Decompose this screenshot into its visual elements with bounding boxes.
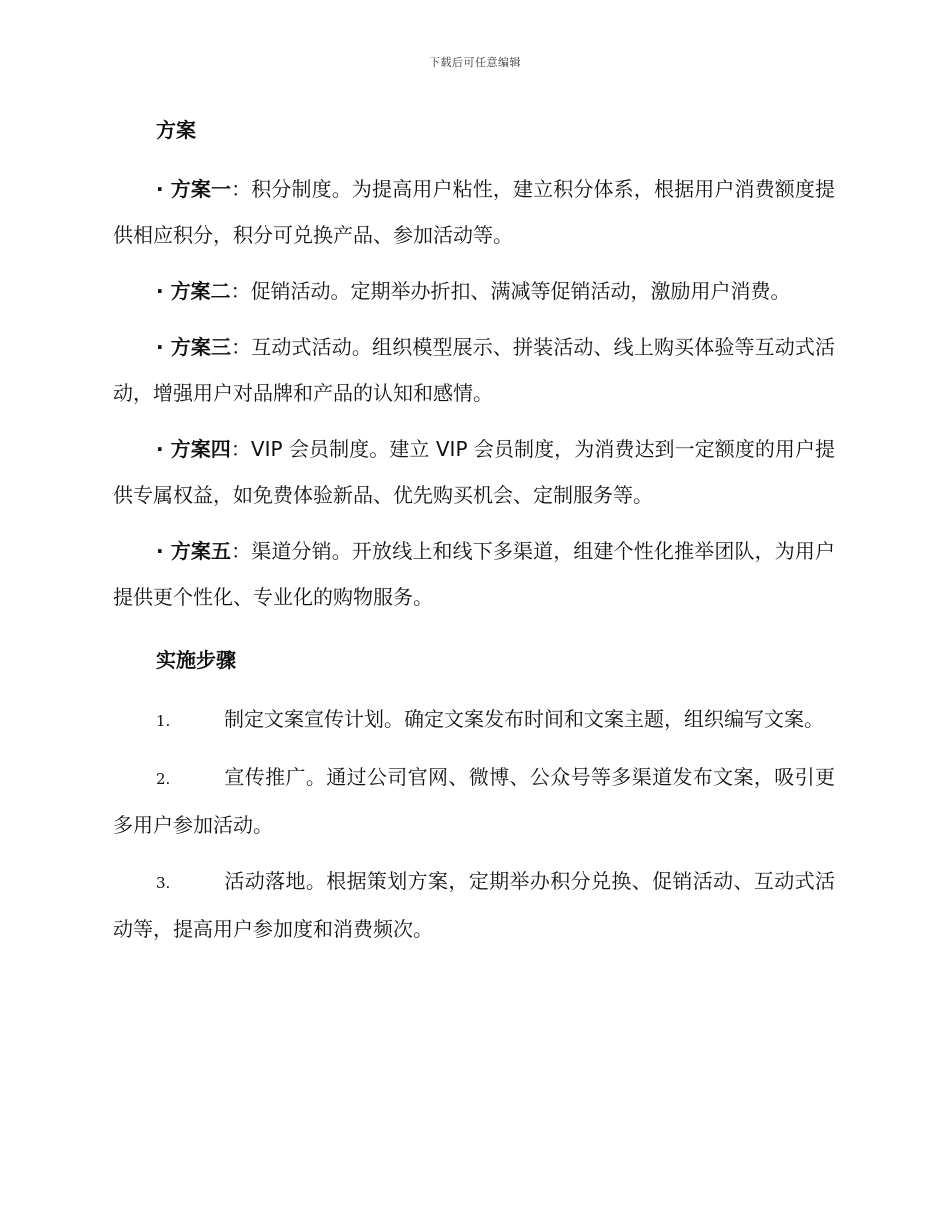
plan-sep: ： xyxy=(230,437,251,461)
section-heading-steps: 实施步骤 xyxy=(156,648,236,672)
plan-lead: 方案三 xyxy=(170,335,232,359)
plan-text: 积分制度。为提高用户粘性，建立积分体系，根据用户消费额度提供相应积分，积分可兑换产品、参加活动等。 xyxy=(113,177,836,247)
plan-text: VIP 会员制度。建立 VIP 会员制度，为消费达到一定额度的用户提供专属权益，如免费体验新品、优先购买机会、定制服务等。 xyxy=(113,437,836,507)
plan-text: 互动式活动。组织模型展示、拼装活动、线上购买体验等互动式活动，增强用户对品牌和产品的认知和感情。 xyxy=(113,335,836,405)
step-number: 3. xyxy=(156,874,171,892)
plan-sep: ： xyxy=(231,177,252,201)
step-text: 宣传推广。通过公司官网、微博、公众号等多渠道发布文案，吸引更多用户参加活动。 xyxy=(113,765,835,837)
step-item xyxy=(113,696,835,744)
plan-item xyxy=(113,166,835,258)
plan-item xyxy=(113,324,835,416)
plan-sep: ： xyxy=(230,279,251,303)
plan-text: 渠道分销。开放线上和线下多渠道，组建个性化推举团队，为用户提供更个性化、专业化的购物服务。 xyxy=(113,539,836,609)
header-note: 下载后可任意编辑 xyxy=(429,56,521,69)
plan-item xyxy=(113,528,835,620)
step-text: 制定文案宣传计划。确定文案发布时间和文案主题，组织编写文案。 xyxy=(224,707,824,731)
plan-bullet: · xyxy=(156,177,171,201)
plan-bullet: · xyxy=(156,437,171,461)
plan-text: 促销活动。定期举办折扣、满减等促销活动，激励用户消费。 xyxy=(250,279,791,303)
plan-sep: ： xyxy=(231,335,252,359)
plan-item xyxy=(113,426,835,518)
plan-lead: 方案一 xyxy=(170,177,232,201)
plan-lead: 方案二 xyxy=(170,279,231,303)
plan-bullet: · xyxy=(156,335,171,359)
section-heading-plans: 方案 xyxy=(156,118,196,142)
plan-lead: 方案四 xyxy=(170,437,231,461)
plan-bullet: · xyxy=(156,539,171,563)
plan-lead: 方案五 xyxy=(170,539,232,563)
plan-bullet: · xyxy=(156,279,171,303)
step-number: 2. xyxy=(156,770,171,788)
step-item xyxy=(113,858,835,952)
step-text: 活动落地。根据策划方案，定期举办积分兑换、促销活动、互动式活动等，提高用户参加度和消费频次。 xyxy=(113,869,835,941)
step-number: 1. xyxy=(156,712,171,730)
step-item xyxy=(113,754,835,848)
plan-item xyxy=(113,268,835,314)
plan-sep: ： xyxy=(231,539,252,563)
document-body xyxy=(113,110,835,962)
